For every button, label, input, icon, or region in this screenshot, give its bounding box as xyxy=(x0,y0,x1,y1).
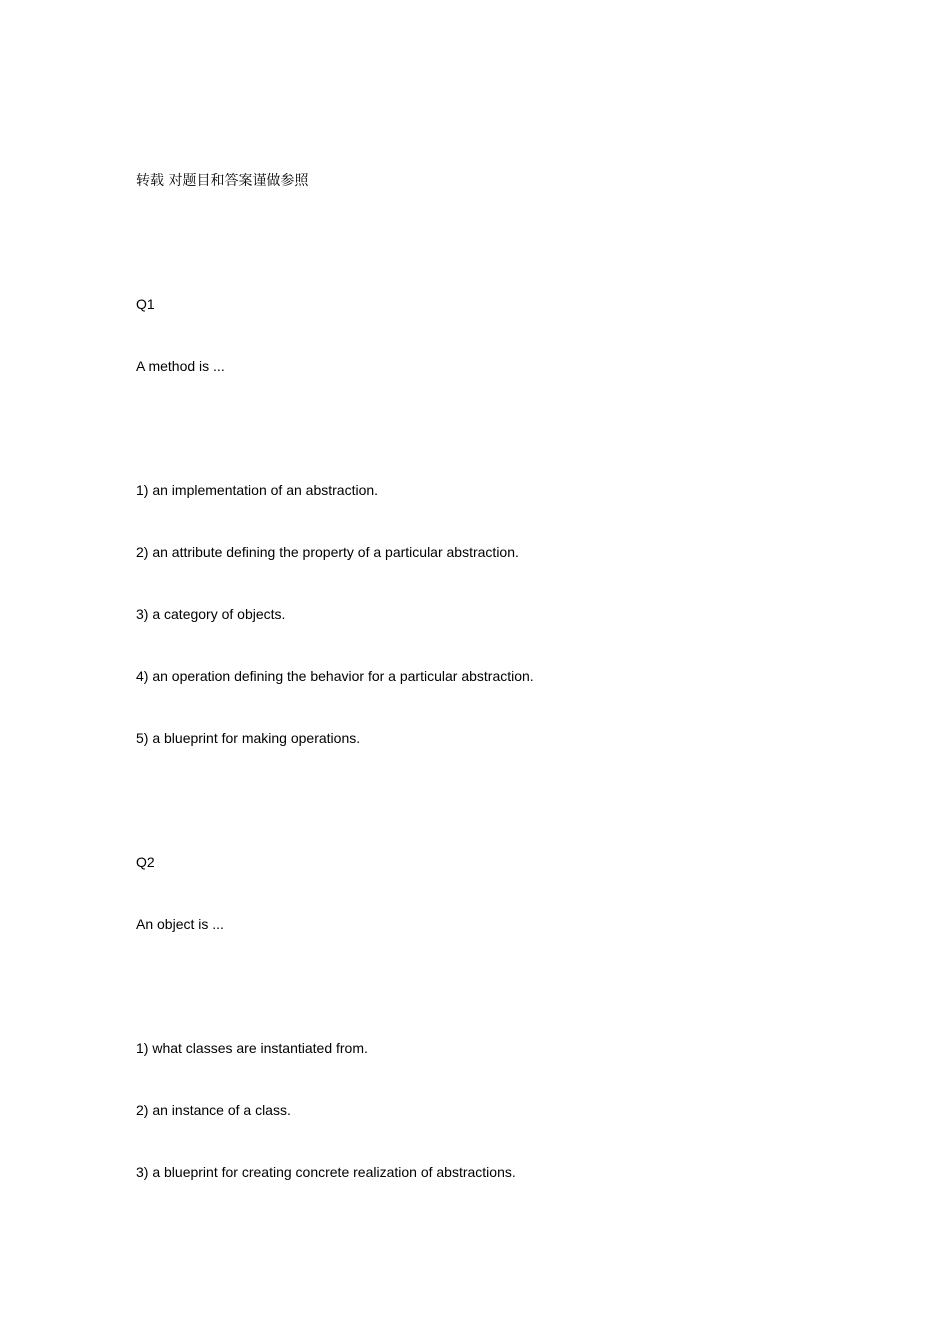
q1-option-5: 5) a blueprint for making operations. xyxy=(136,730,361,746)
q2-option-3: 3) a blueprint for creating concrete realization of abstractions. xyxy=(136,1164,516,1180)
question-label-q1: Q1 xyxy=(136,296,155,312)
question-label-q2: Q2 xyxy=(136,854,155,870)
q2-option-1: 1) what classes are instantiated from. xyxy=(136,1040,368,1056)
q1-option-1: 1) an implementation of an abstraction. xyxy=(136,482,379,498)
q1-option-3: 3) a category of objects. xyxy=(136,606,286,622)
q2-option-2: 2) an instance of a class. xyxy=(136,1102,291,1118)
question-prompt-q1: A method is ... xyxy=(136,358,225,374)
q1-option-2: 2) an attribute defining the property of a particular abstraction. xyxy=(136,544,519,560)
header-note: 转载 对题目和答案谨做参照 xyxy=(136,173,309,189)
question-prompt-q2: An object is ... xyxy=(136,916,224,932)
q1-option-4: 4) an operation defining the behavior for a particular abstraction. xyxy=(136,668,534,684)
